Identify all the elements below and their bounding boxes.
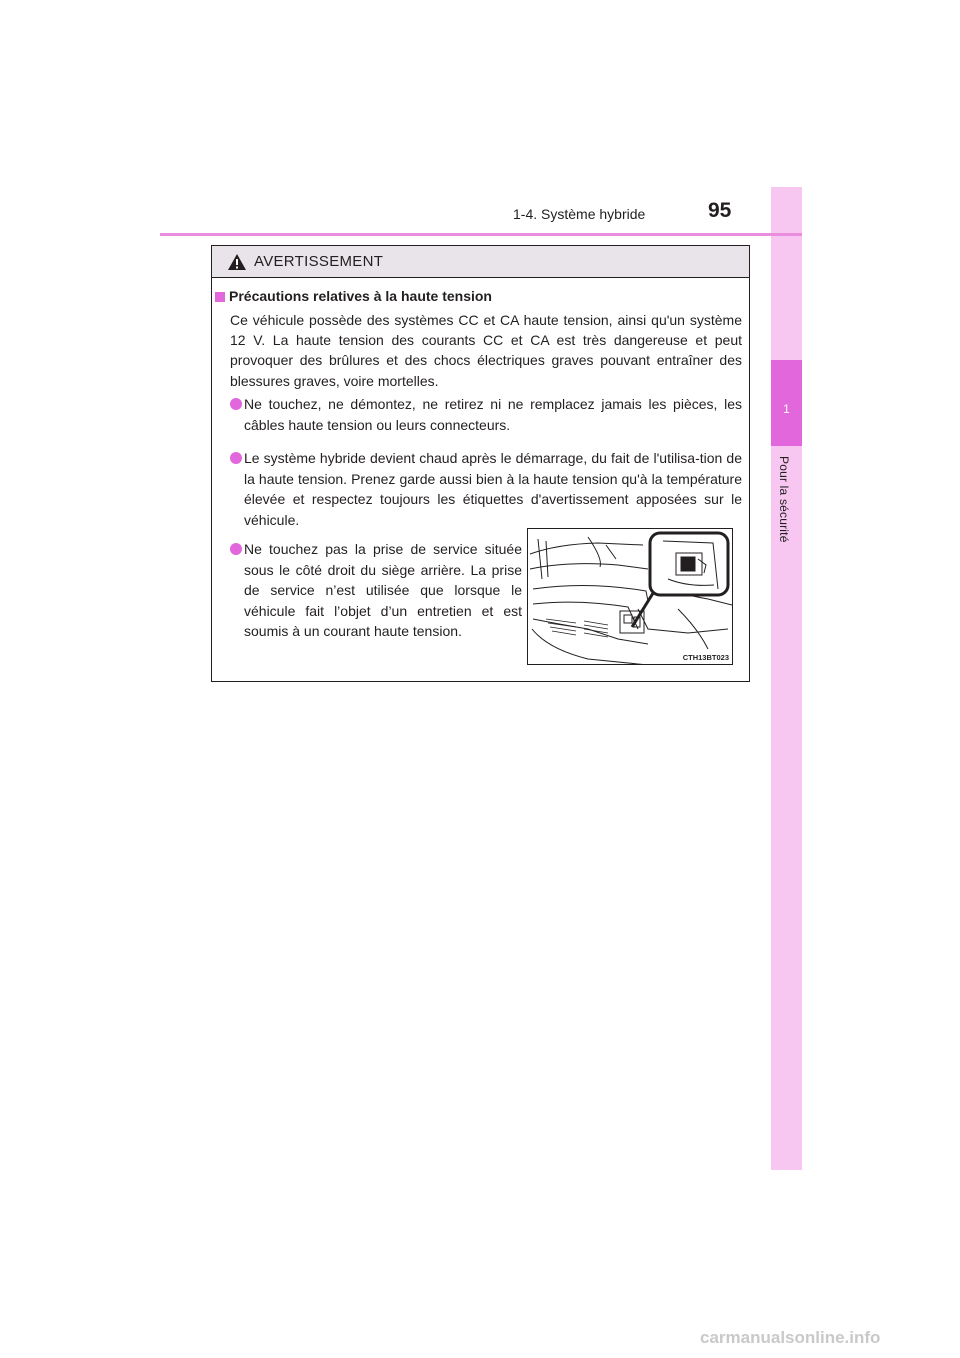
- chapter-number: 1: [783, 402, 790, 416]
- header-rule: [160, 233, 802, 236]
- chapter-side-tab: [771, 187, 802, 1170]
- list-item-text: Ne touchez pas la prise de service située sous le côté droit du siège arrière. La prise de service n’est utilisée que lorsque le véhicule fait l’objet d’un entretien et est soumis à un courant haute tension.: [244, 541, 522, 639]
- square-bullet-icon: [215, 292, 225, 302]
- warning-heading-text: Précautions relatives à la haute tension: [229, 288, 492, 304]
- warning-intro: Ce véhicule possède des systèmes CC et CA haute tension, ainsi qu'un système 12 V. La haute tension des courants CC et CA est très dangereuse et peut provoquer des brûlures et des chocs électriques graves pouvant entraîner des blessures graves, voire mortelles.: [230, 312, 742, 389]
- illustration-code: CTH13BT023: [682, 653, 729, 662]
- circle-bullet-icon: [230, 452, 242, 464]
- warning-title: AVERTISSEMENT: [254, 253, 384, 270]
- circle-bullet-icon: [230, 398, 242, 410]
- warning-triangle-icon: [227, 253, 247, 271]
- warning-heading: [215, 288, 492, 304]
- list-item-text: Ne touchez, ne démontez, ne retirez ni ne remplacez jamais les pièces, les câbles haute tension ou leurs connecteurs.: [244, 396, 742, 433]
- page-number: 95: [708, 199, 732, 222]
- warning-header: [212, 246, 749, 278]
- car-rear-seat-drawing: [528, 529, 733, 665]
- list-item-text: Le système hybride devient chaud après le démarrage, du fait de l'utilisa-tion de la haute tension. Prenez garde aussi bien à la haute tension qu'à la température élevée et respectez toujours les étiquettes d'avertissement apposées sur le véhicule.: [244, 450, 742, 528]
- list-item: [230, 394, 742, 435]
- section-title: 1-4. Système hybride: [513, 206, 646, 222]
- watermark: carmanualsonline.info: [700, 1328, 881, 1347]
- circle-bullet-icon: [230, 543, 242, 555]
- chapter-label: Pour la sécurité: [777, 456, 791, 543]
- list-item: [230, 448, 742, 530]
- service-plug-illustration: [527, 528, 733, 665]
- list-item: [230, 539, 522, 642]
